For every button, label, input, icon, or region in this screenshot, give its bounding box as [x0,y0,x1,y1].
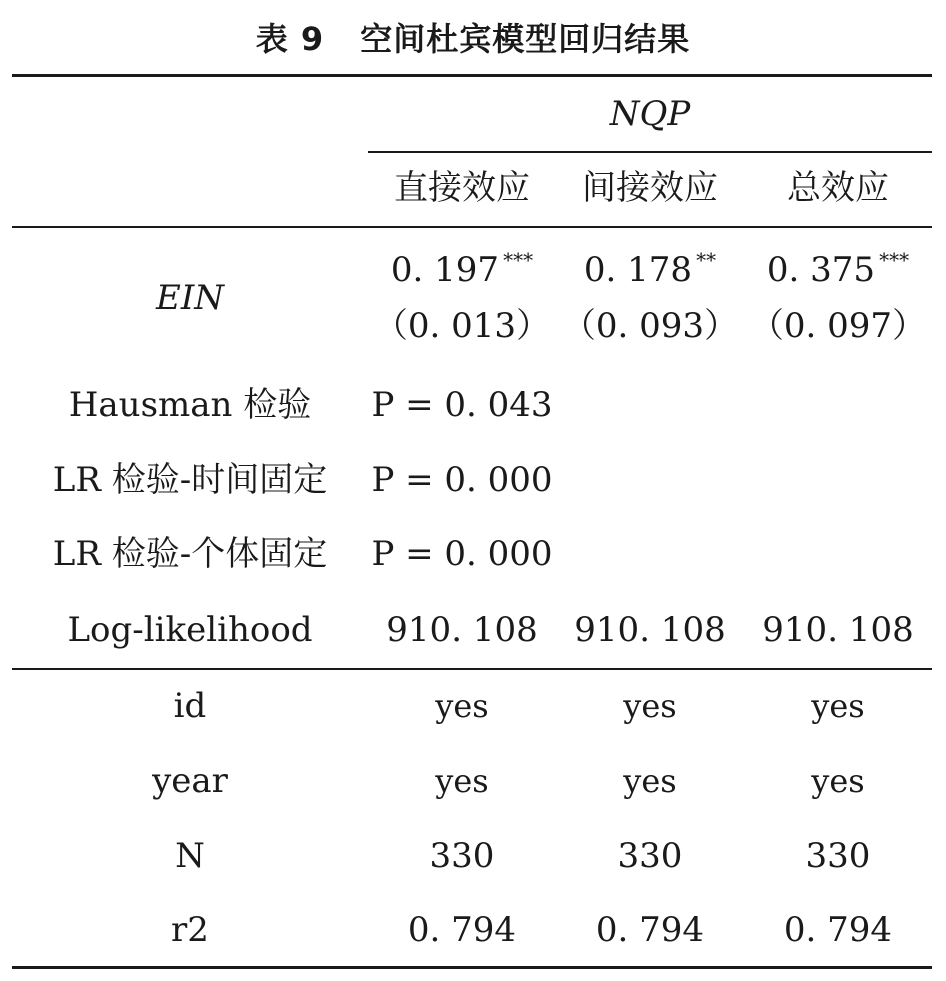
group-header: NQP [609,94,691,134]
n-value: 330 [805,836,871,876]
row-label-hausman: Hausman 检验 [68,385,312,425]
row-label-n: N [175,836,205,876]
std-error-cell: （0. 093） [561,306,739,346]
year-value: yes [811,762,865,800]
column-header: 间接效应 [582,168,718,208]
r2-value: 0. 794 [595,910,705,950]
row-label-loglik: Log-likelihood [67,610,313,650]
row-label-ein: EIN [156,278,224,318]
coef-cell [368,240,556,300]
header-rule [12,226,932,228]
mid-rule [12,668,932,670]
year-value: yes [435,762,489,800]
row-label-year: year [152,761,228,801]
loglik-value: 910. 108 [762,610,914,650]
row-label-lr-time: LR 检验-时间固定 [52,460,328,500]
year-value: yes [623,762,677,800]
coef-value: 0. 197 [390,250,500,290]
column-header: 总效应 [787,168,889,208]
table-number: 表 9 [255,20,325,58]
n-value: 330 [429,836,495,876]
n-value: 330 [617,836,683,876]
coef-cell [556,240,744,300]
table-title [0,14,946,60]
r2-value: 0. 794 [407,910,517,950]
column-header: 直接效应 [394,168,530,208]
hausman-value: P = 0. 043 [371,385,553,425]
top-rule [12,74,932,77]
std-error-cell: （0. 013） [373,306,551,346]
bottom-rule [12,966,932,969]
significance-stars: ** [696,248,717,272]
table-caption: 空间杜宾模型回归结果 [360,20,691,58]
coef-value: 0. 178 [583,250,693,290]
id-value: yes [811,687,865,725]
id-value: yes [435,687,489,725]
r2-value: 0. 794 [783,910,893,950]
loglik-value: 910. 108 [386,610,538,650]
significance-stars: *** [879,248,910,272]
row-label-r2: r2 [171,910,209,950]
row-label-lr-individual: LR 检验-个体固定 [52,534,328,574]
group-rule [368,151,932,153]
lr-individual-value: P = 0. 000 [371,534,553,574]
significance-stars: *** [503,248,534,272]
coef-cell [744,240,932,300]
loglik-value: 910. 108 [574,610,726,650]
std-error-cell: （0. 097） [749,306,927,346]
lr-time-value: P = 0. 000 [371,460,553,500]
row-label-id: id [173,686,207,726]
id-value: yes [623,687,677,725]
coef-value: 0. 375 [766,250,876,290]
